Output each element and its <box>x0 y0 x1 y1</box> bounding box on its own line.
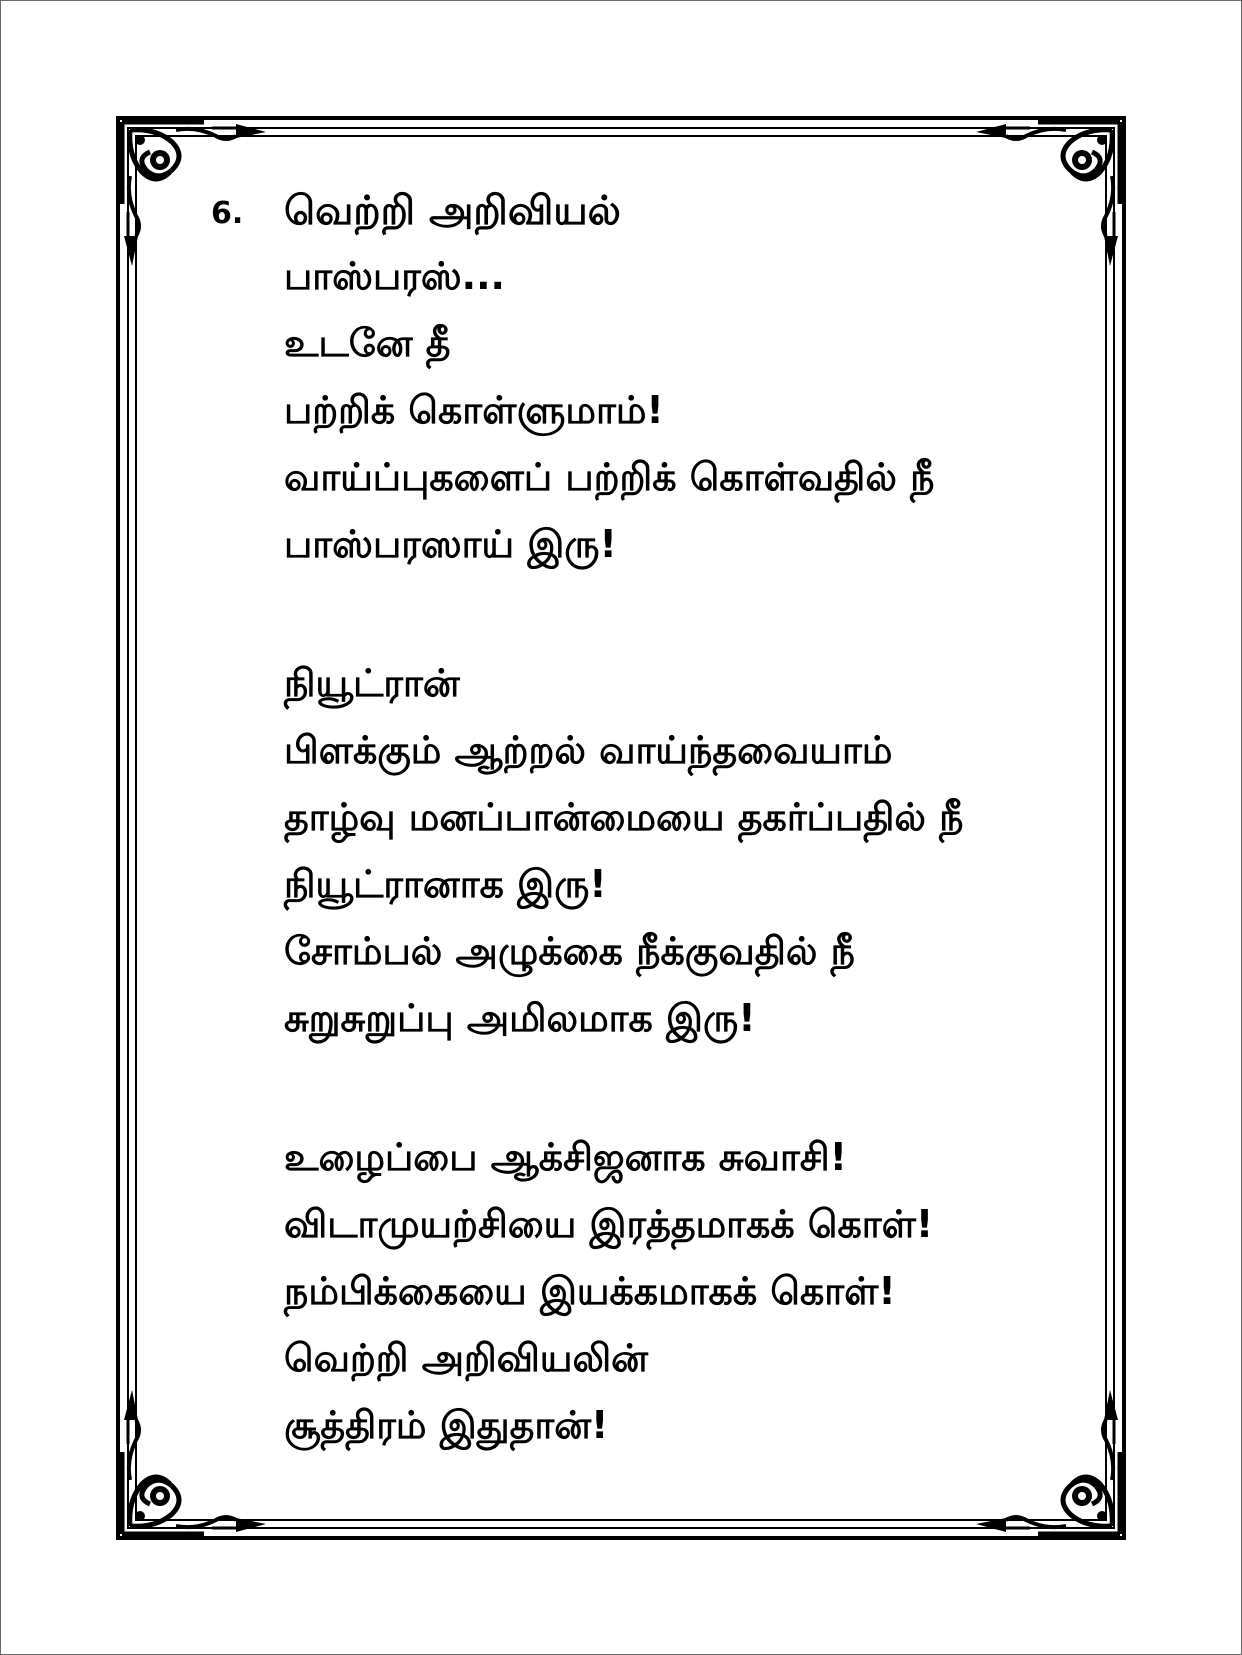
poem-line: உடனே தீ <box>284 321 451 365</box>
poem-line: பாஸ்பரஸ்... <box>284 254 505 298</box>
poem-line: உழைப்பை ஆக்சிஜனாக சுவாசி! <box>284 1135 847 1179</box>
poem-number: 6. <box>211 196 244 231</box>
poem-line: பற்றிக் கொள்ளுமாம்! <box>284 388 664 432</box>
poem-line: பாஸ்பரஸாய் இரு! <box>284 522 617 566</box>
poem-line: சோம்பல் அழுக்கை நீக்குவதில் நீ <box>284 929 855 973</box>
poem-line: நம்பிக்கையை இயக்கமாகக் கொள்! <box>284 1269 896 1313</box>
poem-line: பிளக்கும் ஆற்றல் வாய்ந்தவையாம் <box>284 728 893 772</box>
poem-line: வாய்ப்புகளைப் பற்றிக் கொள்வதில் நீ <box>284 455 935 499</box>
poem-page <box>116 116 1126 1540</box>
poem-line: சூத்திரம் இதுதான்! <box>284 1403 609 1447</box>
poem-line: வெற்றி அறிவியலின் <box>284 1336 649 1380</box>
poem-line: சுறுசுறுப்பு அமிலமாக இரு! <box>284 996 756 1040</box>
poem-line: நியூட்ரானாக இரு! <box>284 862 607 906</box>
poem-line: விடாமுயற்சியை இரத்தமாகக் கொள்! <box>284 1202 934 1246</box>
poem-line: தாழ்வு மனப்பான்மையை தகர்ப்பதில் நீ <box>284 795 964 839</box>
poem-title: வெற்றி அறிவியல் <box>284 188 621 234</box>
poem-line: நியூட்ரான் <box>284 661 460 705</box>
